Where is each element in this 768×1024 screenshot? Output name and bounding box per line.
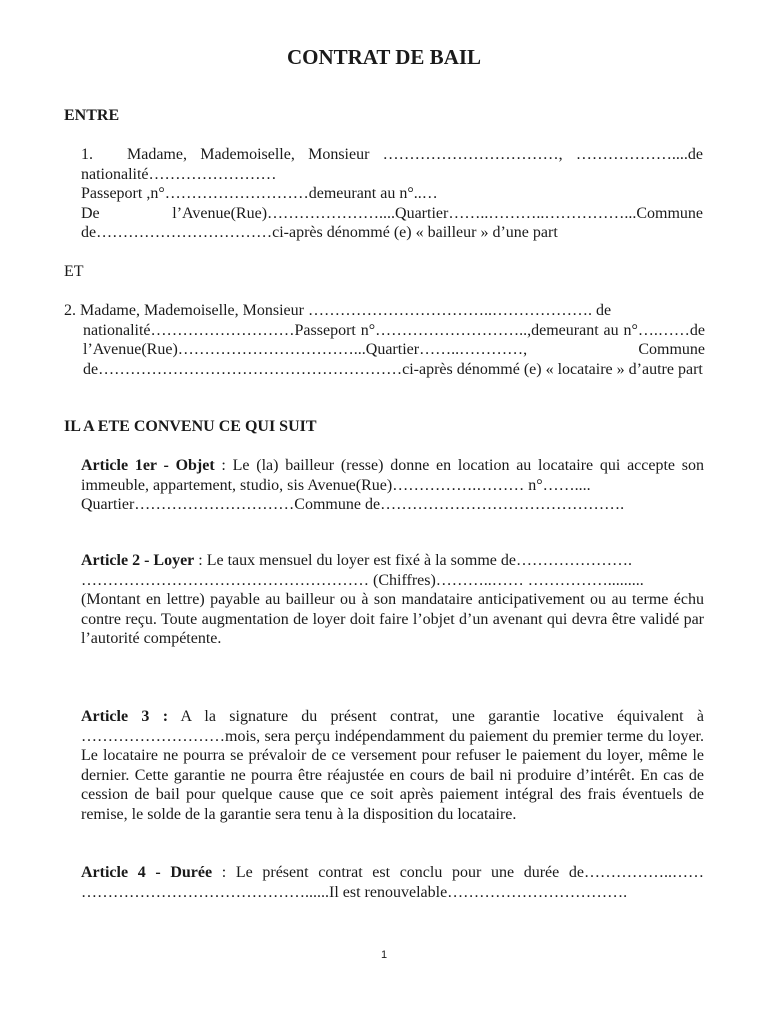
- party-1-section: [81, 145, 703, 243]
- article-2-amount: ……………………………………………… (Chiffres)………..…… …………….........: [81, 571, 644, 589]
- article-1-label: Article 1er - Objet: [81, 457, 215, 474]
- article-1-text: Article 1er - Objet : Le (la) bailleur (resse) donne en location au locataire qui accepte son immeuble, appartement, studio, sis Avenue(Rue)…………….……… n°……....: [81, 457, 704, 494]
- page-number: 1: [380, 949, 388, 961]
- party-1-line-2: Passeport ,n°………………………demeurant au n°..…: [81, 185, 438, 203]
- article-3: [81, 707, 704, 825]
- article-4-label: Article 4 - Durée: [81, 864, 213, 881]
- article-3-text: Article 3 : A la signature du présent contrat, une garantie locative équivalent à ………………………mois, sera perçu indépendamment du paiement du premier terme du loyer. Le locataire ne pourra se prévaloir de ce versement pour refuser le paiement du loyer, même le dernier. Cette garantie ne pourra être réajustée en cours de bail ni produire d’intérêt. En cas de cession de bail pour quelque cause que ce soit après paiement intégral des frais éventuels de remise, le solde de la garantie sera tenu à la disposition du locataire.: [81, 708, 705, 823]
- heading-convenu: IL A ETE CONVENU CE QUI SUIT: [64, 418, 317, 435]
- party-1-line-3: De l’Avenue(Rue)…………………....Quartier……..………..……………...Commune de……………………………ci-après dénommé (e) « bailleur » d’une part: [81, 204, 703, 242]
- party-2-section: [64, 301, 705, 379]
- article-2-label: Article 2 - Loyer: [81, 552, 195, 569]
- article-4: [81, 863, 704, 902]
- party-2-first-line: 2. Madame, Mademoiselle, Monsieur ……………………………..………………. de: [64, 302, 612, 319]
- party-2-number: 2.: [64, 302, 76, 319]
- party-2-rest: nationalité………………………Passeport n°………………………..,demeurant au n°….……de l’Avenue(Rue)……………………………...Quartier……..…………, Commune de…………………………………………………ci-après dénommé (e) « locataire » d’autre part: [83, 321, 705, 378]
- article-1-quartier: Quartier…………………………Commune de……………………………………….: [81, 496, 625, 514]
- article-2: [81, 551, 704, 649]
- heading-entre: ENTRE: [64, 107, 120, 124]
- article-3-label: Article 3 :: [81, 708, 169, 725]
- article-2-details: (Montant en lettre) payable au bailleur ou à son mandataire anticipativement ou au terme échu contre reçu. Toute augmentation de loyer doit faire l’objet d’un avenant qui devra être validé par l’autorité compétente.: [81, 591, 704, 648]
- heading-et: ET: [64, 263, 84, 280]
- document-title: CONTRAT DE BAIL: [286, 45, 482, 69]
- party-1-line-1: 1. Madame, Mademoiselle, Monsieur ……………………………, ………………....de nationalité……………………: [81, 146, 703, 183]
- article-2-text: Article 2 - Loyer : Le taux mensuel du loyer est fixé à la somme de………………….: [81, 552, 632, 569]
- party-1-number: 1.: [81, 146, 93, 163]
- article-1: [81, 456, 704, 515]
- article-4-text: Article 4 - Durée : Le présent contrat est conclu pour une durée de……………..…… ……………………………………......Il est renouvelable…………………………….: [81, 864, 704, 901]
